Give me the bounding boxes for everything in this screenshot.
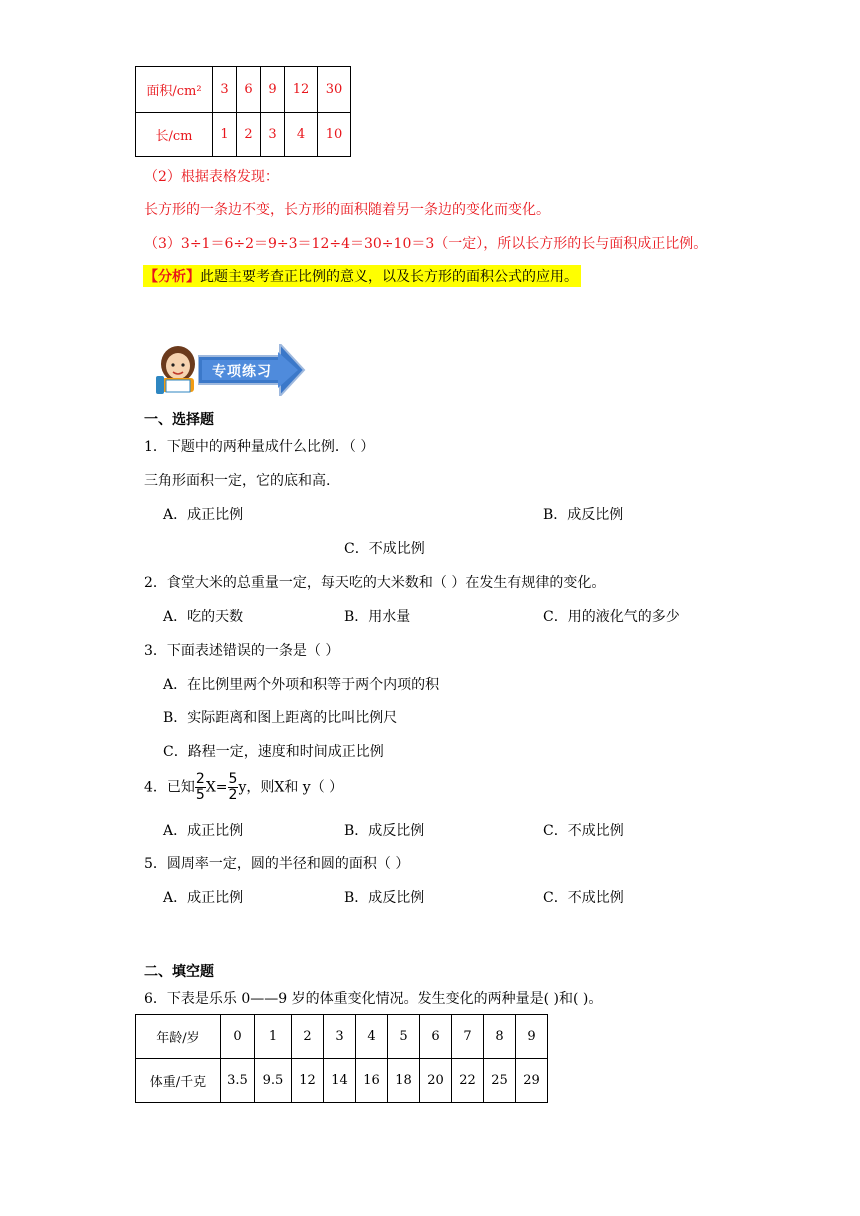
q5-option-a[interactable]: A．成正比例 bbox=[163, 890, 244, 906]
question-3-stem: 3．下面表述错误的一条是（ ） bbox=[144, 643, 340, 659]
question-1-stem: 1．下题中的两种量成什么比例．（ ） bbox=[144, 439, 375, 455]
fraction-two-fifths bbox=[195, 772, 206, 803]
table-cell: 4 bbox=[285, 113, 318, 157]
q2-option-b[interactable]: B．用水量 bbox=[344, 609, 411, 625]
q4-option-c[interactable]: C．不成比例 bbox=[543, 823, 624, 839]
fraction-numerator: 5 bbox=[228, 771, 238, 787]
question-6-stem: 6．下表是乐乐 0——9 岁的体重变化情况。发生变化的两种量是( )和( )。 bbox=[144, 991, 603, 1007]
q4-option-b[interactable]: B．成反比例 bbox=[344, 823, 425, 839]
q4-middle: X= bbox=[205, 779, 228, 796]
table-cell: 6 bbox=[237, 67, 261, 113]
answer-line-2: （2）根据表格发现： bbox=[144, 169, 279, 185]
q4-suffix: y，则X和 y（ ） bbox=[238, 779, 344, 796]
table-cell: 30 bbox=[318, 67, 351, 113]
table-cell: 29 bbox=[516, 1059, 548, 1103]
q2-option-c[interactable]: C．用的液化气的多少 bbox=[543, 609, 680, 625]
q3-option-b[interactable]: B．实际距离和图上距离的比叫比例尺 bbox=[163, 710, 398, 726]
question-2-stem: 2．食堂大米的总重量一定，每天吃的大米数和（ ）在发生有规律的变化。 bbox=[144, 575, 606, 591]
table-cell: 16 bbox=[356, 1059, 388, 1103]
practice-banner bbox=[152, 340, 307, 398]
table-cell: 9 bbox=[261, 67, 285, 113]
table-cell: 6 bbox=[420, 1015, 452, 1059]
q4-prefix: 4．已知 bbox=[144, 779, 195, 796]
age-label: 年龄/岁 bbox=[136, 1015, 221, 1059]
table-cell: 3.5 bbox=[221, 1059, 255, 1103]
fraction-five-halves bbox=[228, 772, 239, 803]
q2-option-a[interactable]: A．吃的天数 bbox=[163, 609, 244, 625]
length-label: 长/cm bbox=[136, 113, 213, 157]
table-cell: 0 bbox=[221, 1015, 255, 1059]
table-cell: 3 bbox=[324, 1015, 356, 1059]
fraction-numerator: 2 bbox=[195, 771, 205, 787]
table-cell: 25 bbox=[484, 1059, 516, 1103]
table-cell: 10 bbox=[318, 113, 351, 157]
table-cell: 22 bbox=[452, 1059, 484, 1103]
table-cell: 1 bbox=[255, 1015, 292, 1059]
area-length-table bbox=[135, 66, 351, 157]
answer-line-3: （3）3÷1＝6÷2＝9÷3＝12÷4＝30÷10＝3（一定），所以长方形的长与面积成正比例。 bbox=[144, 236, 708, 252]
fraction-denominator: 2 bbox=[228, 787, 238, 803]
q1-option-b[interactable]: B．成反比例 bbox=[543, 507, 624, 523]
table-cell: 2 bbox=[292, 1015, 324, 1059]
question-5-stem: 5．圆周率一定，圆的半径和圆的面积（ ） bbox=[144, 856, 410, 872]
table-cell: 18 bbox=[388, 1059, 420, 1103]
answer-line-2-detail: 长方形的一条边不变，长方形的面积随着另一条边的变化而变化。 bbox=[144, 202, 550, 218]
banner-label: 专项练习 bbox=[212, 364, 272, 380]
analysis-tag: 【分析】 bbox=[144, 269, 200, 285]
table-cell: 14 bbox=[324, 1059, 356, 1103]
q4-option-a[interactable]: A．成正比例 bbox=[163, 823, 244, 839]
table-cell: 7 bbox=[452, 1015, 484, 1059]
table-cell: 3 bbox=[213, 67, 237, 113]
table-cell: 5 bbox=[388, 1015, 420, 1059]
age-weight-table bbox=[135, 1014, 548, 1103]
question-4-stem bbox=[144, 772, 343, 803]
q3-option-c[interactable]: C．路程一定，速度和时间成正比例 bbox=[163, 744, 384, 760]
table-cell: 8 bbox=[484, 1015, 516, 1059]
question-1-sub: 三角形面积一定，它的底和高. bbox=[144, 473, 331, 489]
table-cell: 2 bbox=[237, 113, 261, 157]
q5-option-b[interactable]: B．成反比例 bbox=[344, 890, 425, 906]
q1-option-c[interactable]: C．不成比例 bbox=[344, 541, 425, 557]
q5-option-c[interactable]: C．不成比例 bbox=[543, 890, 624, 906]
area-label: 面积/cm² bbox=[136, 67, 213, 113]
table-cell: 12 bbox=[292, 1059, 324, 1103]
q1-option-a[interactable]: A．成正比例 bbox=[163, 507, 244, 523]
q3-option-a[interactable]: A．在比例里两个外项和积等于两个内项的积 bbox=[163, 677, 440, 693]
table-cell: 4 bbox=[356, 1015, 388, 1059]
section-title-choice: 一、选择题 bbox=[144, 412, 214, 428]
table-cell: 12 bbox=[285, 67, 318, 113]
table-cell: 9.5 bbox=[255, 1059, 292, 1103]
analysis-text: 此题主要考查正比例的意义，以及长方形的面积公式的应用。 bbox=[200, 269, 578, 285]
girl-icon bbox=[152, 340, 204, 396]
table-cell: 20 bbox=[420, 1059, 452, 1103]
analysis-note bbox=[143, 265, 581, 287]
section-title-fill: 二、填空题 bbox=[144, 964, 214, 980]
weight-label: 体重/千克 bbox=[136, 1059, 221, 1103]
table-cell: 3 bbox=[261, 113, 285, 157]
fraction-denominator: 5 bbox=[195, 787, 205, 803]
table-cell: 9 bbox=[516, 1015, 548, 1059]
table-cell: 1 bbox=[213, 113, 237, 157]
